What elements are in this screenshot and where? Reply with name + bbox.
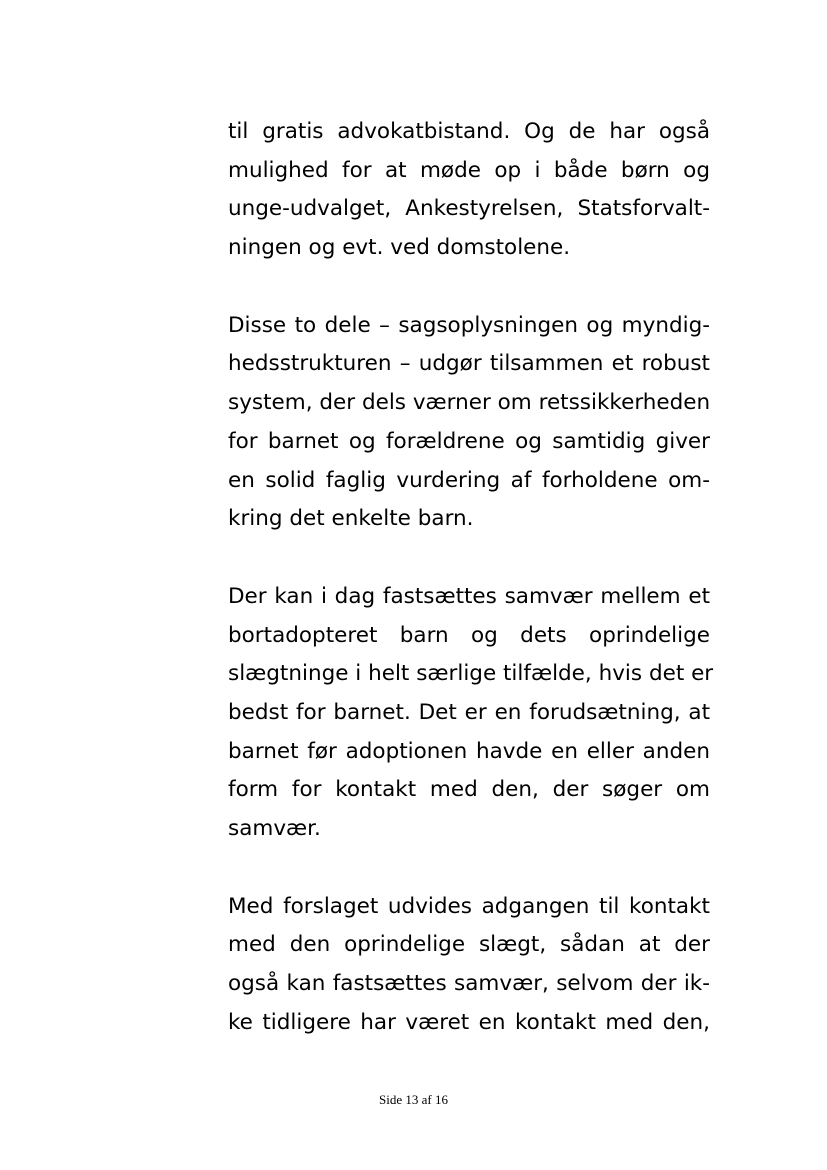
- text-line: en solid faglig vurdering af forholdene om-: [228, 467, 710, 493]
- text-line: slægtninge i helt særlige tilfælde, hvis det er: [228, 661, 714, 687]
- text-line: form for kontakt med den, der søger om: [228, 777, 710, 803]
- text-line: til gratis advokatbistand. Og de har også: [228, 119, 710, 144]
- paragraph: [228, 113, 710, 268]
- text-line: ke tidligere har været en kontakt med den,: [228, 1009, 710, 1035]
- text-line: unge-udvalget, Ankestyrelsen, Statsforvalt-: [228, 196, 710, 222]
- text-line: Disse to dele – sagsoplysningen og myndig-: [228, 312, 710, 338]
- text-line: hedsstrukturen – udgør tilsammen et robust: [228, 351, 710, 377]
- text-line: barnet før adoptionen havde en eller anden: [228, 738, 710, 764]
- text-line: samvær.: [228, 816, 321, 841]
- text-line: Der kan i dag fastsættes samvær mellem et: [228, 583, 710, 609]
- text-line: Med forslaget udvides adgangen til kontakt: [228, 893, 710, 919]
- paragraph: [228, 307, 710, 539]
- text-line: med den oprindelige slægt, sådan at der: [228, 932, 710, 958]
- text-line: mulighed for at møde op i både børn og: [228, 157, 710, 183]
- paragraph: [228, 578, 714, 849]
- text-line: kring det enkelte barn.: [228, 506, 474, 532]
- text-line: bedst for barnet. Det er en forudsætning, at: [228, 699, 710, 725]
- text-line: også kan fastsættes samvær, selvom der ik-: [228, 971, 710, 997]
- page-number-footer: Side 13 af 16: [379, 1092, 448, 1107]
- text-line: system, der dels værner om retssikkerheden: [228, 390, 711, 416]
- text-line: bortadopteret barn og dets oprindelige: [228, 622, 710, 648]
- text-line: for barnet og forældrene og samtidig giver: [228, 428, 710, 454]
- paragraph: [228, 888, 710, 1043]
- body-text: [228, 113, 714, 1081]
- text-line: ningen og evt. ved domstolene.: [228, 235, 571, 261]
